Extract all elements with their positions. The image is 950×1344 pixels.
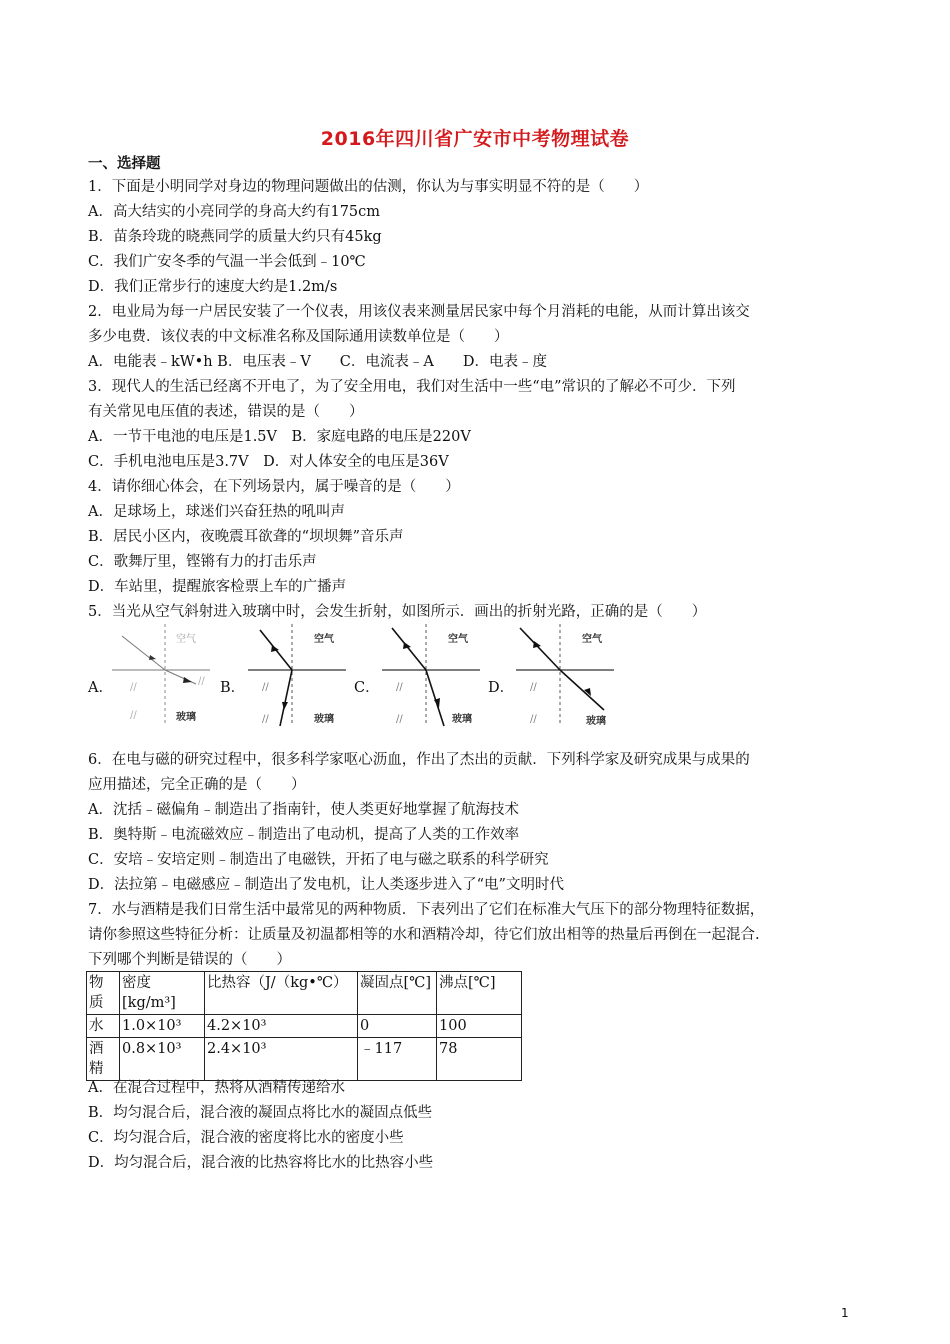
hatch-mark: // <box>262 682 269 693</box>
table-header-row <box>87 972 522 1015</box>
incident-ray <box>392 628 426 670</box>
q6-option-a: A．沈括﹣磁偏角﹣制造出了指南针，使人类更好地掌握了航海技术 <box>88 802 519 818</box>
glass-label: 玻璃 <box>176 712 196 723</box>
hatch-mark: // <box>262 714 269 725</box>
page-title: 2016年四川省广安市中考物理试卷 <box>320 128 630 150</box>
table-cell: 78 <box>437 1038 522 1081</box>
table-header-cell: 比热容（J/（kg•℃） <box>205 972 358 1015</box>
q6-stem-line2: 应用描述，完全正确的是（ ） <box>88 777 306 793</box>
air-label: 空气 <box>448 634 468 645</box>
hatch-mark: // <box>198 676 205 687</box>
q5-option-d-label: D． <box>488 680 515 696</box>
q6-option-b: B．奥特斯﹣电流磁效应﹣制造出了电动机，提高了人类的工作效率 <box>88 827 520 843</box>
refracted-arrow <box>183 677 192 683</box>
hatch-mark: // <box>396 682 403 693</box>
table-cell: 水 <box>87 1015 120 1038</box>
table-header-cell: 物质 <box>87 972 120 1015</box>
table-cell: 0.8×10³ <box>120 1038 205 1081</box>
table-header-cell: 密度[kg/m³] <box>120 972 205 1015</box>
incident-arrow <box>403 642 411 649</box>
q7-option-b: B．均匀混合后，混合液的凝固点将比水的凝固点低些 <box>88 1105 433 1121</box>
q5-option-a-label: A． <box>88 680 113 696</box>
q1-stem: 1．下面是小明同学对身边的物理问题做出的估测，你认为与事实明显不符的是（ ） <box>88 179 649 195</box>
hatch-mark: // <box>130 710 137 721</box>
glass-label: 玻璃 <box>314 714 334 725</box>
q5-option-c-label: C． <box>354 680 380 696</box>
table-cell: 0 <box>358 1015 437 1038</box>
q7-option-a: A．在混合过程中，热将从酒精传递给水 <box>88 1080 345 1096</box>
air-label: 空气 <box>176 634 196 645</box>
refracted-ray <box>426 670 444 726</box>
q5-stem: 5．当光从空气斜射进入玻璃中时，会发生折射，如图所示．画出的折射光路，正确的是（ ） <box>88 604 707 620</box>
q1-option-b: B．苗条玲珑的晓燕同学的质量大约只有45kg <box>88 229 382 245</box>
q4-stem: 4．请你细心体会，在下列场景内，属于噪音的是（ ） <box>88 479 460 495</box>
air-label: 空气 <box>314 634 334 645</box>
q3-options-cd: C．手机电池电压是3.7V D．对人体安全的电压是36V <box>88 454 449 470</box>
glass-label: 玻璃 <box>586 716 606 727</box>
q7-option-d: D．均匀混合后，混合液的比热容将比水的比热容小些 <box>88 1155 434 1171</box>
table-cell: 100 <box>437 1015 522 1038</box>
hatch-mark: // <box>530 682 537 693</box>
table-header-cell: 沸点[℃] <box>437 972 522 1015</box>
q1-option-d: D．我们正常步行的速度大约是1.2m/s <box>88 279 338 295</box>
table-row <box>87 1015 522 1038</box>
table-cell: ﹣117 <box>358 1038 437 1081</box>
hatch-mark: // <box>396 714 403 725</box>
q6-option-d: D．法拉第﹣电磁感应﹣制造出了发电机，让人类逐步进入了“电”文明时代 <box>88 877 564 893</box>
section-heading: 一、选择题 <box>88 156 161 172</box>
q6-option-c: C．安培﹣安培定则﹣制造出了电磁铁，开拓了电与磁之联系的科学研究 <box>88 852 549 868</box>
q4-option-d: D．车站里，提醒旅客检票上车的广播声 <box>88 579 347 595</box>
hatch-mark: // <box>130 682 137 693</box>
incident-arrow <box>533 641 541 648</box>
table-row <box>87 1038 522 1081</box>
q1-option-c: C．我们广安冬季的气温一半会低到﹣10℃ <box>88 254 366 270</box>
q2-options: A．电能表﹣kW•h B．电压表﹣V C．电流表﹣A D．电表﹣度 <box>88 354 547 370</box>
q1-option-a: A．高大结实的小亮同学的身高大约有175cm <box>88 204 381 220</box>
q4-option-b: B．居民小区内，夜晚震耳欲聋的“坝坝舞”音乐声 <box>88 529 404 545</box>
table-cell: 2.4×10³ <box>205 1038 358 1081</box>
q4-option-a: A．足球场上，球迷们兴奋狂热的吼叫声 <box>88 504 345 520</box>
hatch-mark: // <box>530 714 537 725</box>
q2-stem-line1: 2．电业局为每一户居民安装了一个仪表，用该仪表来测量居民家中每个月消耗的电能，从而计算出该交 <box>88 304 750 320</box>
q6-stem-line1: 6．在电与磁的研究过程中，很多科学家呕心沥血，作出了杰出的贡献．下列科学家及研究成果与成果的 <box>88 752 750 768</box>
glass-label: 玻璃 <box>452 714 472 725</box>
q4-option-c: C．歌舞厅里，铿锵有力的打击乐声 <box>88 554 317 570</box>
q7-option-c: C．均匀混合后，混合液的密度将比水的密度小些 <box>88 1130 404 1146</box>
incident-arrow <box>271 645 279 652</box>
q5-option-b-label: B． <box>220 680 246 696</box>
table-cell: 4.2×10³ <box>205 1015 358 1038</box>
q3-stem-line1: 3．现代人的生活已经离不开电了，为了安全用电，我们对生活中一些“电”常识的了解必不可少．下列 <box>88 379 736 395</box>
air-label: 空气 <box>582 634 602 645</box>
incident-ray <box>122 636 165 670</box>
q5-figure-d <box>514 622 616 728</box>
q2-stem-line2: 多少电费．该仪表的中文标准名称及国际通用读数单位是（ ） <box>88 329 509 345</box>
q3-stem-line2: 有关常见电压值的表述，错误的是（ ） <box>88 404 364 420</box>
table-cell: 1.0×10³ <box>120 1015 205 1038</box>
refracted-ray <box>560 670 604 710</box>
q5-figure-a <box>110 622 212 728</box>
q7-stem-line1: 7．水与酒精是我们日常生活中最常见的两种物质．下表列出了它们在标准大气压下的部分物理特征数据， <box>88 902 765 918</box>
page-number: 1 <box>841 1306 849 1320</box>
q7-stem-line3: 下列哪个判断是错误的（ ） <box>88 952 291 968</box>
refracted-ray <box>280 670 292 726</box>
table-header-cell: 凝固点[℃] <box>358 972 437 1015</box>
table-cell: 酒精 <box>87 1038 120 1081</box>
q5-figure-c <box>380 622 482 728</box>
incident-ray <box>520 628 560 670</box>
q7-stem-line2: 请你参照这些特征分析：让质量及初温都相等的水和酒精冷却，待它们放出相等的热量后再倒在一起混合. <box>88 927 760 943</box>
q3-options-ab: A．一节干电池的电压是1.5V B．家庭电路的电压是220V <box>88 429 471 445</box>
q5-figure-b <box>246 622 348 728</box>
incident-arrow <box>149 655 156 660</box>
properties-table <box>86 971 522 1081</box>
